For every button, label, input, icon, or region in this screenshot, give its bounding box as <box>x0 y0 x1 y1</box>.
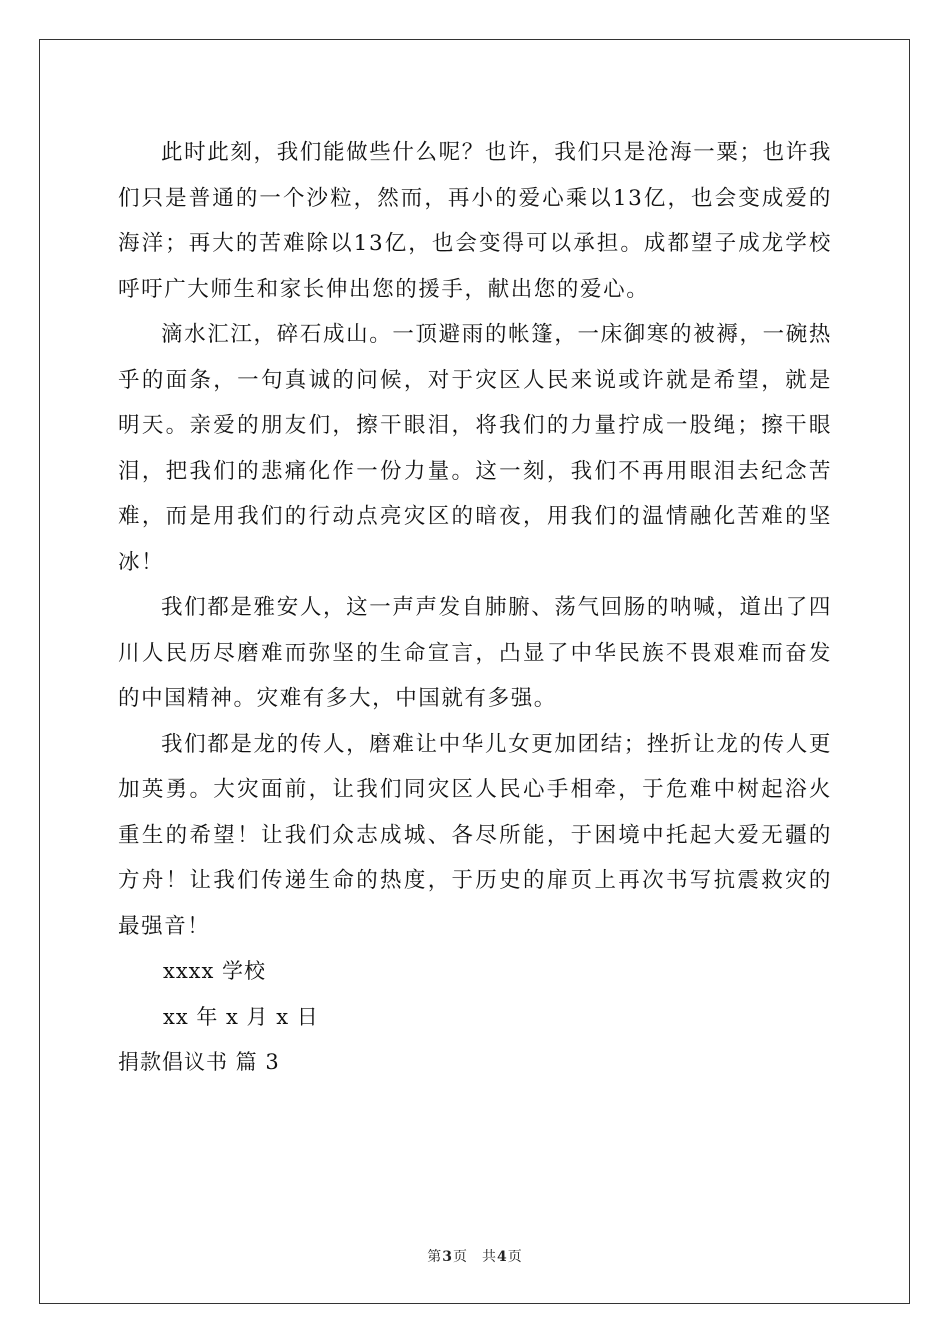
paragraph-3: 我们都是雅安人，这一声声发自肺腑、荡气回肠的呐喊，道出了四川人民历尽磨难而弥坚的生命宣言，凸显了中华民族不畏艰难而奋发的中国精神。灾难有多大，中国就有多强。 <box>118 595 832 711</box>
next-section-heading: 捐款倡议书 篇 3 <box>118 1050 280 1074</box>
page-total-number: 4 <box>497 1249 508 1265</box>
page-suffix: 页 <box>453 1249 468 1265</box>
paragraph-2: 滴水汇江，碎石成山。一顶避雨的帐篷，一床御寒的被褥，一碗热乎的面条，一句真诚的问候，对于灾区人民来说或许就是希望，就是明天。亲爱的朋友们，擦干眼泪，将我们的力量拧成一股绳；擦干眼泪，把我们的悲痛化作一份力量。这一刻，我们不再用眼泪去纪念苦难，而是用我们的行动点亮灾区的暗夜，用我们的温情融化苦难的坚冰！ <box>118 322 832 575</box>
page-prefix: 第 <box>427 1249 443 1265</box>
signature-date: xx 年 x 月 x 日 <box>163 1004 319 1029</box>
total-suffix: 页 <box>507 1249 523 1265</box>
total-prefix: 共 <box>482 1249 497 1265</box>
paragraph-1: 此时此刻，我们能做些什么呢？也许，我们只是沧海一粟；也许我们只是普通的一个沙粒，然而，再小的爱心乘以13亿，也会变成爱的海洋；再大的苦难除以13亿，也会变得可以承担。成都望子成龙学校呼吁广大师生和家长伸出您的援手，献出您的爱心。 <box>118 140 832 302</box>
signature-school: xxxx 学校 <box>163 959 267 983</box>
document-body <box>118 130 832 1086</box>
page-current-number: 3 <box>442 1249 453 1265</box>
paragraph-4: 我们都是龙的传人，磨难让中华儿女更加团结；挫折让龙的传人更加英勇。大灾面前，让我们同灾区人民心手相牵，于危难中树起浴火重生的希望！让我们众志成城、各尽所能，于困境中托起大爱无疆的方舟！让我们传递生命的热度，于历史的扉页上再次书写抗震救灾的最强音！ <box>118 731 832 939</box>
page-footer <box>0 1246 950 1266</box>
